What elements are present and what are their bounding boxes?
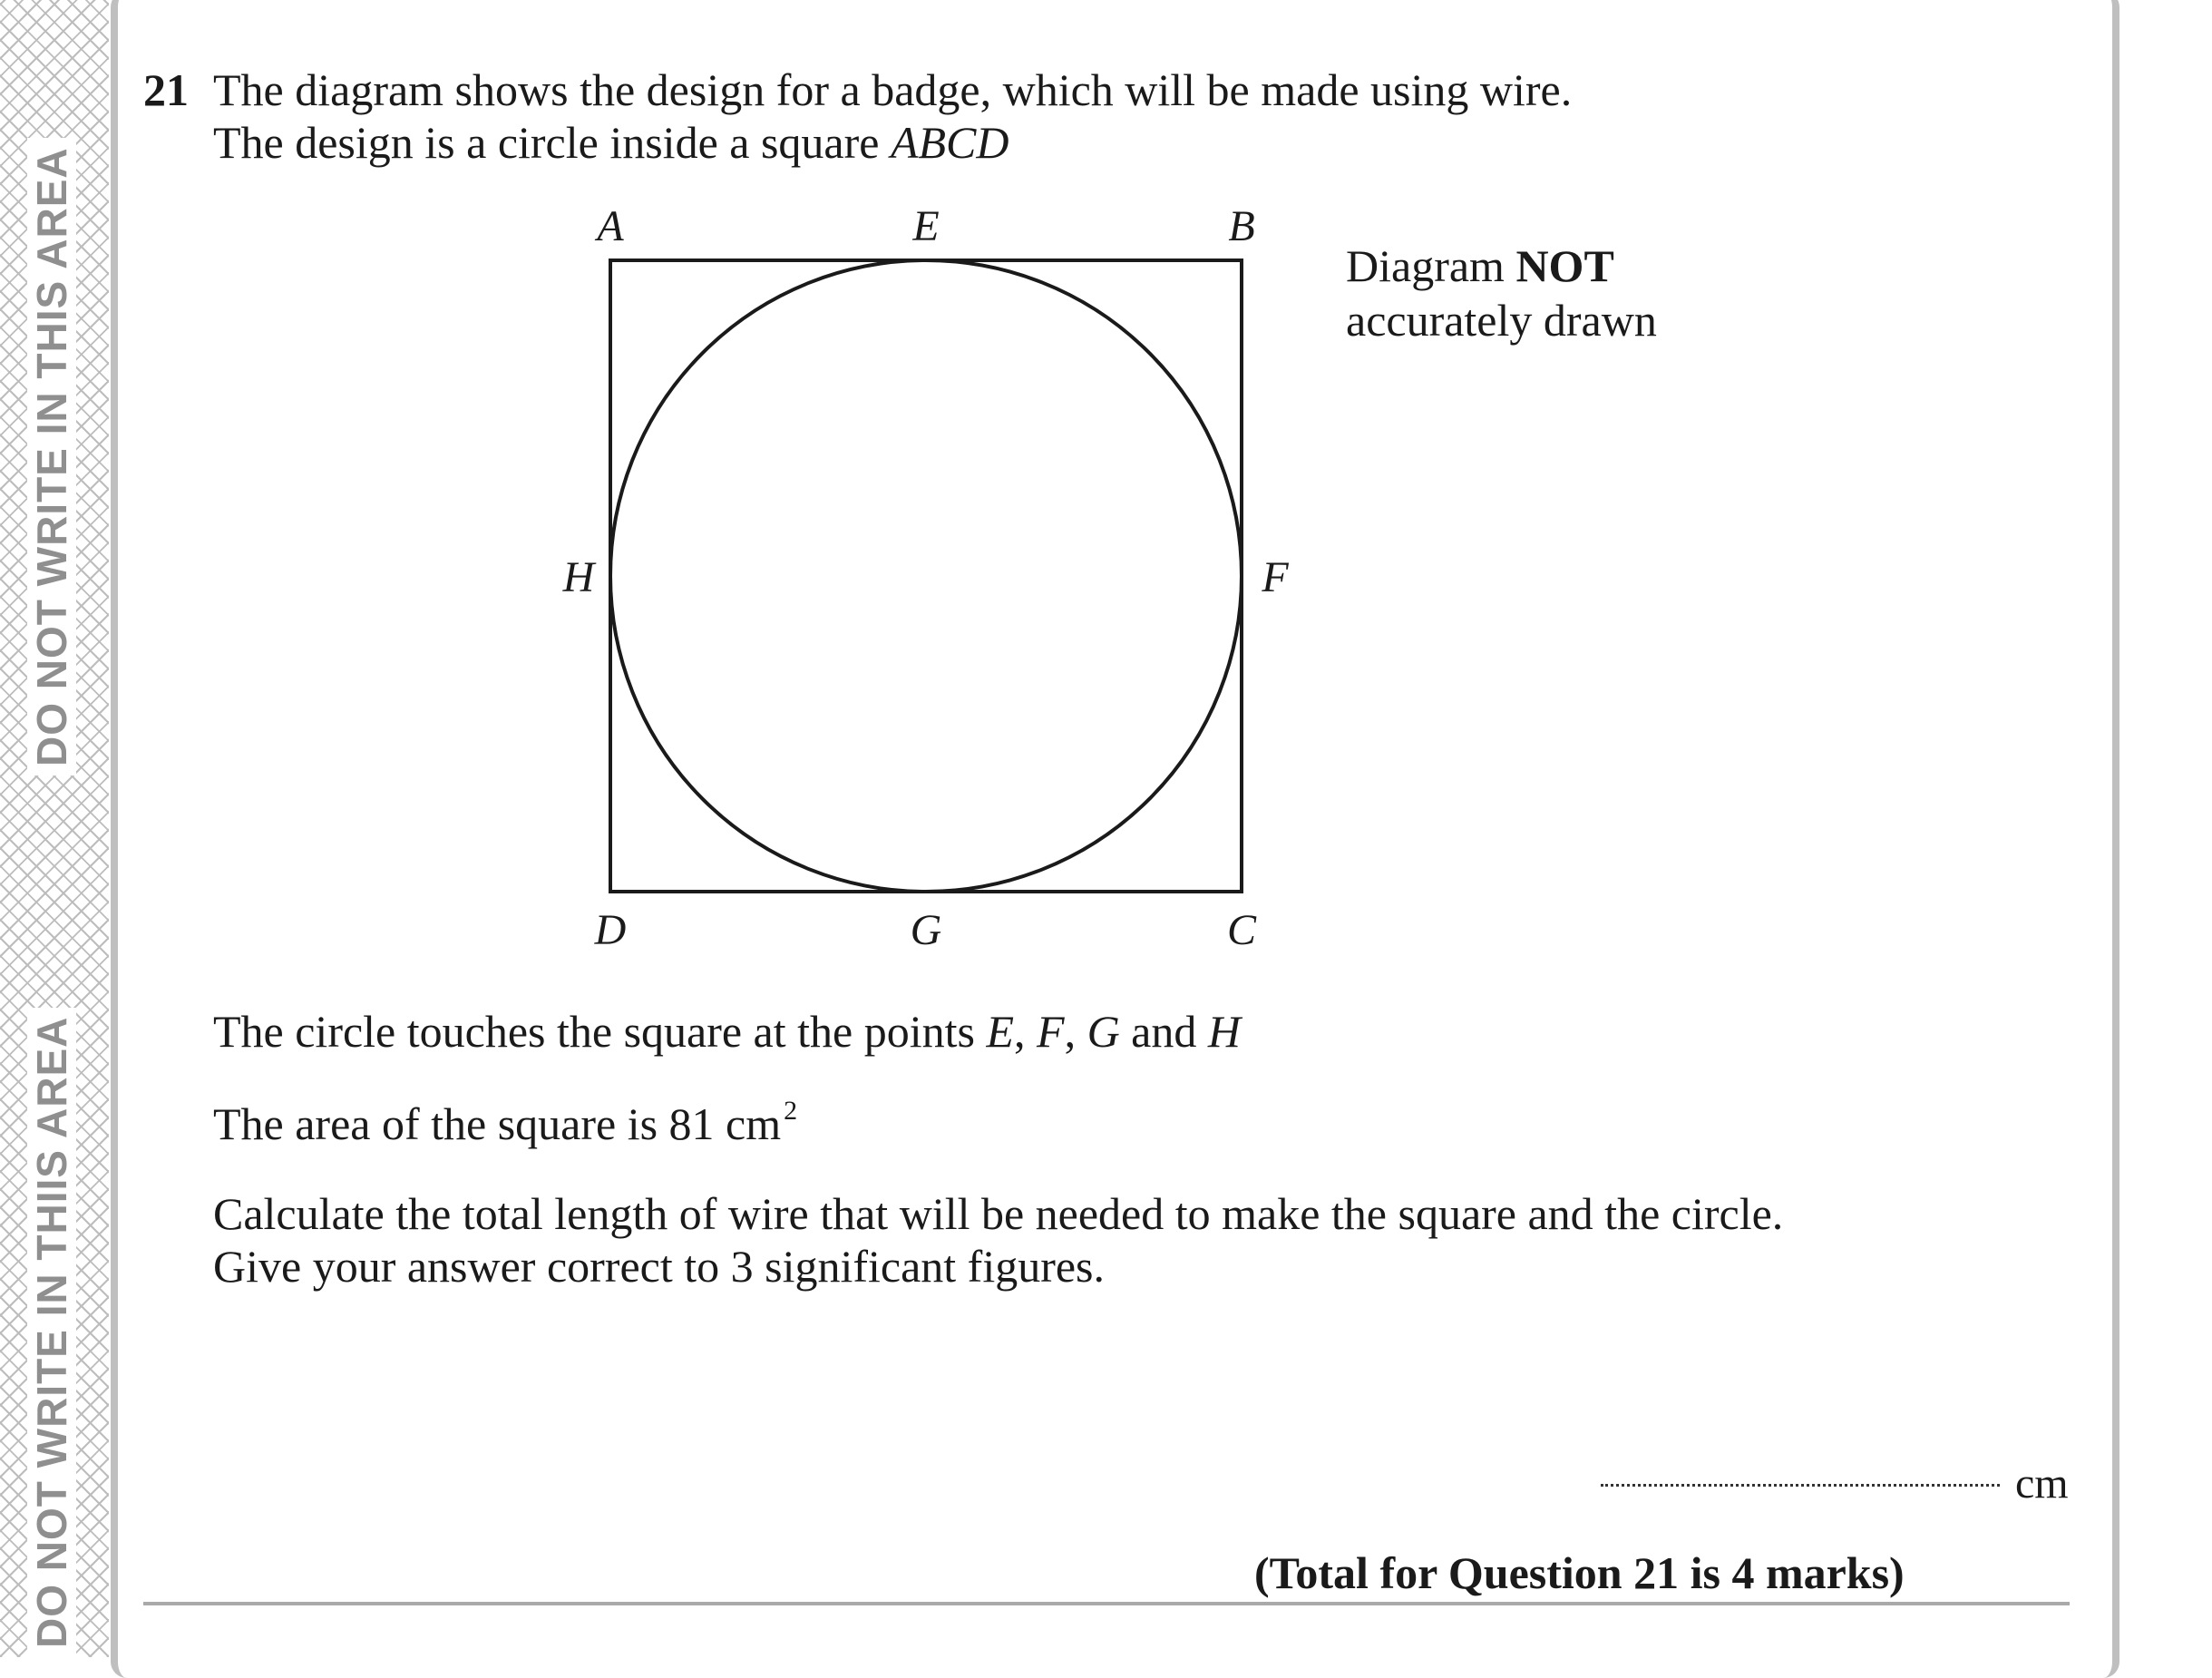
divider-rule: [143, 1602, 2070, 1605]
instruction-significant-figures: Give your answer correct to 3 significant figures.: [213, 1241, 1106, 1292]
point-e-label: E: [912, 202, 940, 250]
answer-line[interactable]: [1601, 1484, 2000, 1487]
instruction-calculate: Calculate the total length of wire that will be needed to make the square and the circle.: [213, 1188, 1784, 1239]
area-statement: The area of the square is 81 cm $^2$: [213, 1096, 798, 1149]
badge-diagram: [508, 195, 1324, 966]
point-b-label: B: [1228, 202, 1255, 250]
point-d-label: D: [594, 906, 627, 954]
do-not-write-warning: DO NOT WRITE IN THIIS AREA: [27, 1008, 76, 1657]
do-not-write-warning: DO NOT WRITE IN THIS AREA: [27, 138, 76, 776]
margin-strip: [0, 0, 109, 1657]
inscribed-circle: [610, 260, 1242, 892]
question-intro: The diagram shows the design for a badge, which will be made using wire.: [213, 64, 1573, 115]
point-h-label: H: [562, 553, 595, 601]
touch-points-statement: The circle touches the square at the points E, F, G and H: [213, 1006, 1241, 1057]
question-total-marks: (Total for Question 21 is 4 marks): [1254, 1547, 1905, 1598]
diagram-note: Diagram NOT accurately drawn: [1346, 240, 1657, 346]
question-number: 21: [143, 64, 189, 115]
square-name: ABCD: [890, 117, 1009, 168]
point-c-label: C: [1226, 906, 1257, 954]
point-a-label: A: [597, 202, 624, 250]
point-g-label: G: [910, 906, 942, 954]
square-abcd: [610, 260, 1242, 892]
question-design-line: The design is a circle inside a square ABCD: [213, 117, 1009, 168]
point-f-label: F: [1262, 553, 1289, 601]
answer-unit: cm: [2015, 1459, 2069, 1507]
